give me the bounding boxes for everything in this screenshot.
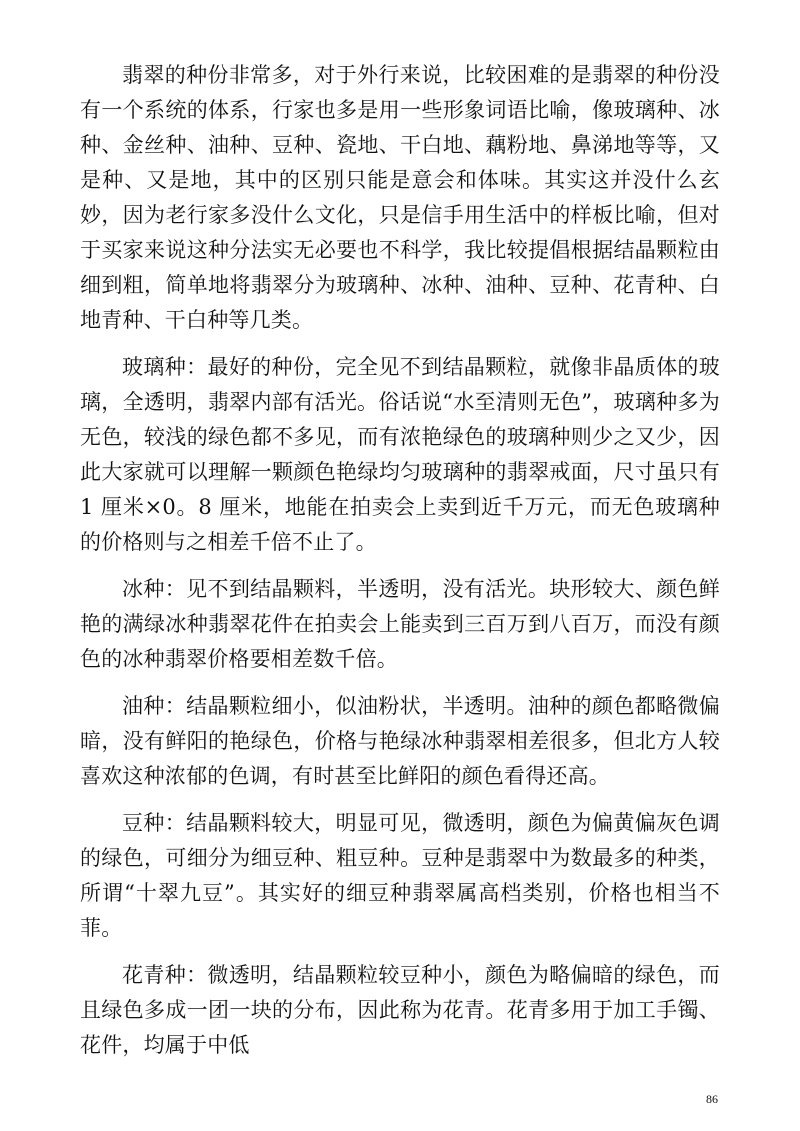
paragraph-bean-type: 豆种：结晶颗料较大，明显可见，微透明，颜色为偏黄偏灰色调的绿色，可细分为细豆种、粗豆种。豆种是翡翠中为数最多的种类，所谓“十翠九豆”。其实好的细豆种翡翠属高档类别，价格也相当不菲。 [80,811,720,940]
paragraph-ice-type: 冰种：见不到结晶颗料，半透明，没有活光。块形较大、颜色鲜艳的满绿冰种翡翠花件在拍卖会上能卖到三百万到八百万，而没有颜色的冰种翡翠价格要相差数千倍。 [80,577,720,671]
paragraph-intro: 翡翠的种份非常多，对于外行来说，比较困难的是翡翠的种份没有一个系统的体系，行家也多是用一些形象词语比喻，像玻璃种、冰种、金丝种、油种、豆种、瓷地、干白地、藕粉地、鼻涕地等等，又是种、又是地，其中的区别只能是意会和体味。其实这并没什么玄妙，因为老行家多没什么文化，只是信手用生活中的样板比喻，但对于买家来说这种分法实无必要也不科学，我比较提倡根据结晶颗粒由细到粗，简单地将翡翠分为玻璃种、冰种、油种、豆种、花青种、白地青种、干白种等几类。 [80,63,720,332]
document-body [80,58,720,1075]
page-number: 86 [706,1092,718,1106]
paragraph-glass-type: 玻璃种：最好的种份，完全见不到结晶颗粒，就像非晶质体的玻璃，全透明，翡翠内部有活光。俗话说“水至清则无色”，玻璃种多为无色，较浅的绿色都不多见，而有浓艳绿色的玻璃种则少之又少，因此大家就可以理解一颗颜色艳绿均匀玻璃种的翡翠戒面，尺寸虽只有 1 厘米×0。8 厘米，地能在拍卖会上卖到近千万元，而无色玻璃种的价格则与之相差千倍不止了。 [80,355,720,554]
paragraph-flower-green-type: 花青种：微透明，结晶颗粒较豆种小，颜色为略偏暗的绿色，而且绿色多成一团一块的分布，因此称为花青。花青多用于加工手镯、花件，均属于中低 [80,963,720,1057]
paragraph-oil-type: 油种：结晶颗粒细小，似油粉状，半透明。油种的颜色都略微偏暗，没有鲜阳的艳绿色，价格与艳绿冰种翡翠相差很多，但北方人较喜欢这种浓郁的色调，有时甚至比鲜阳的颜色看得还高。 [80,694,720,788]
